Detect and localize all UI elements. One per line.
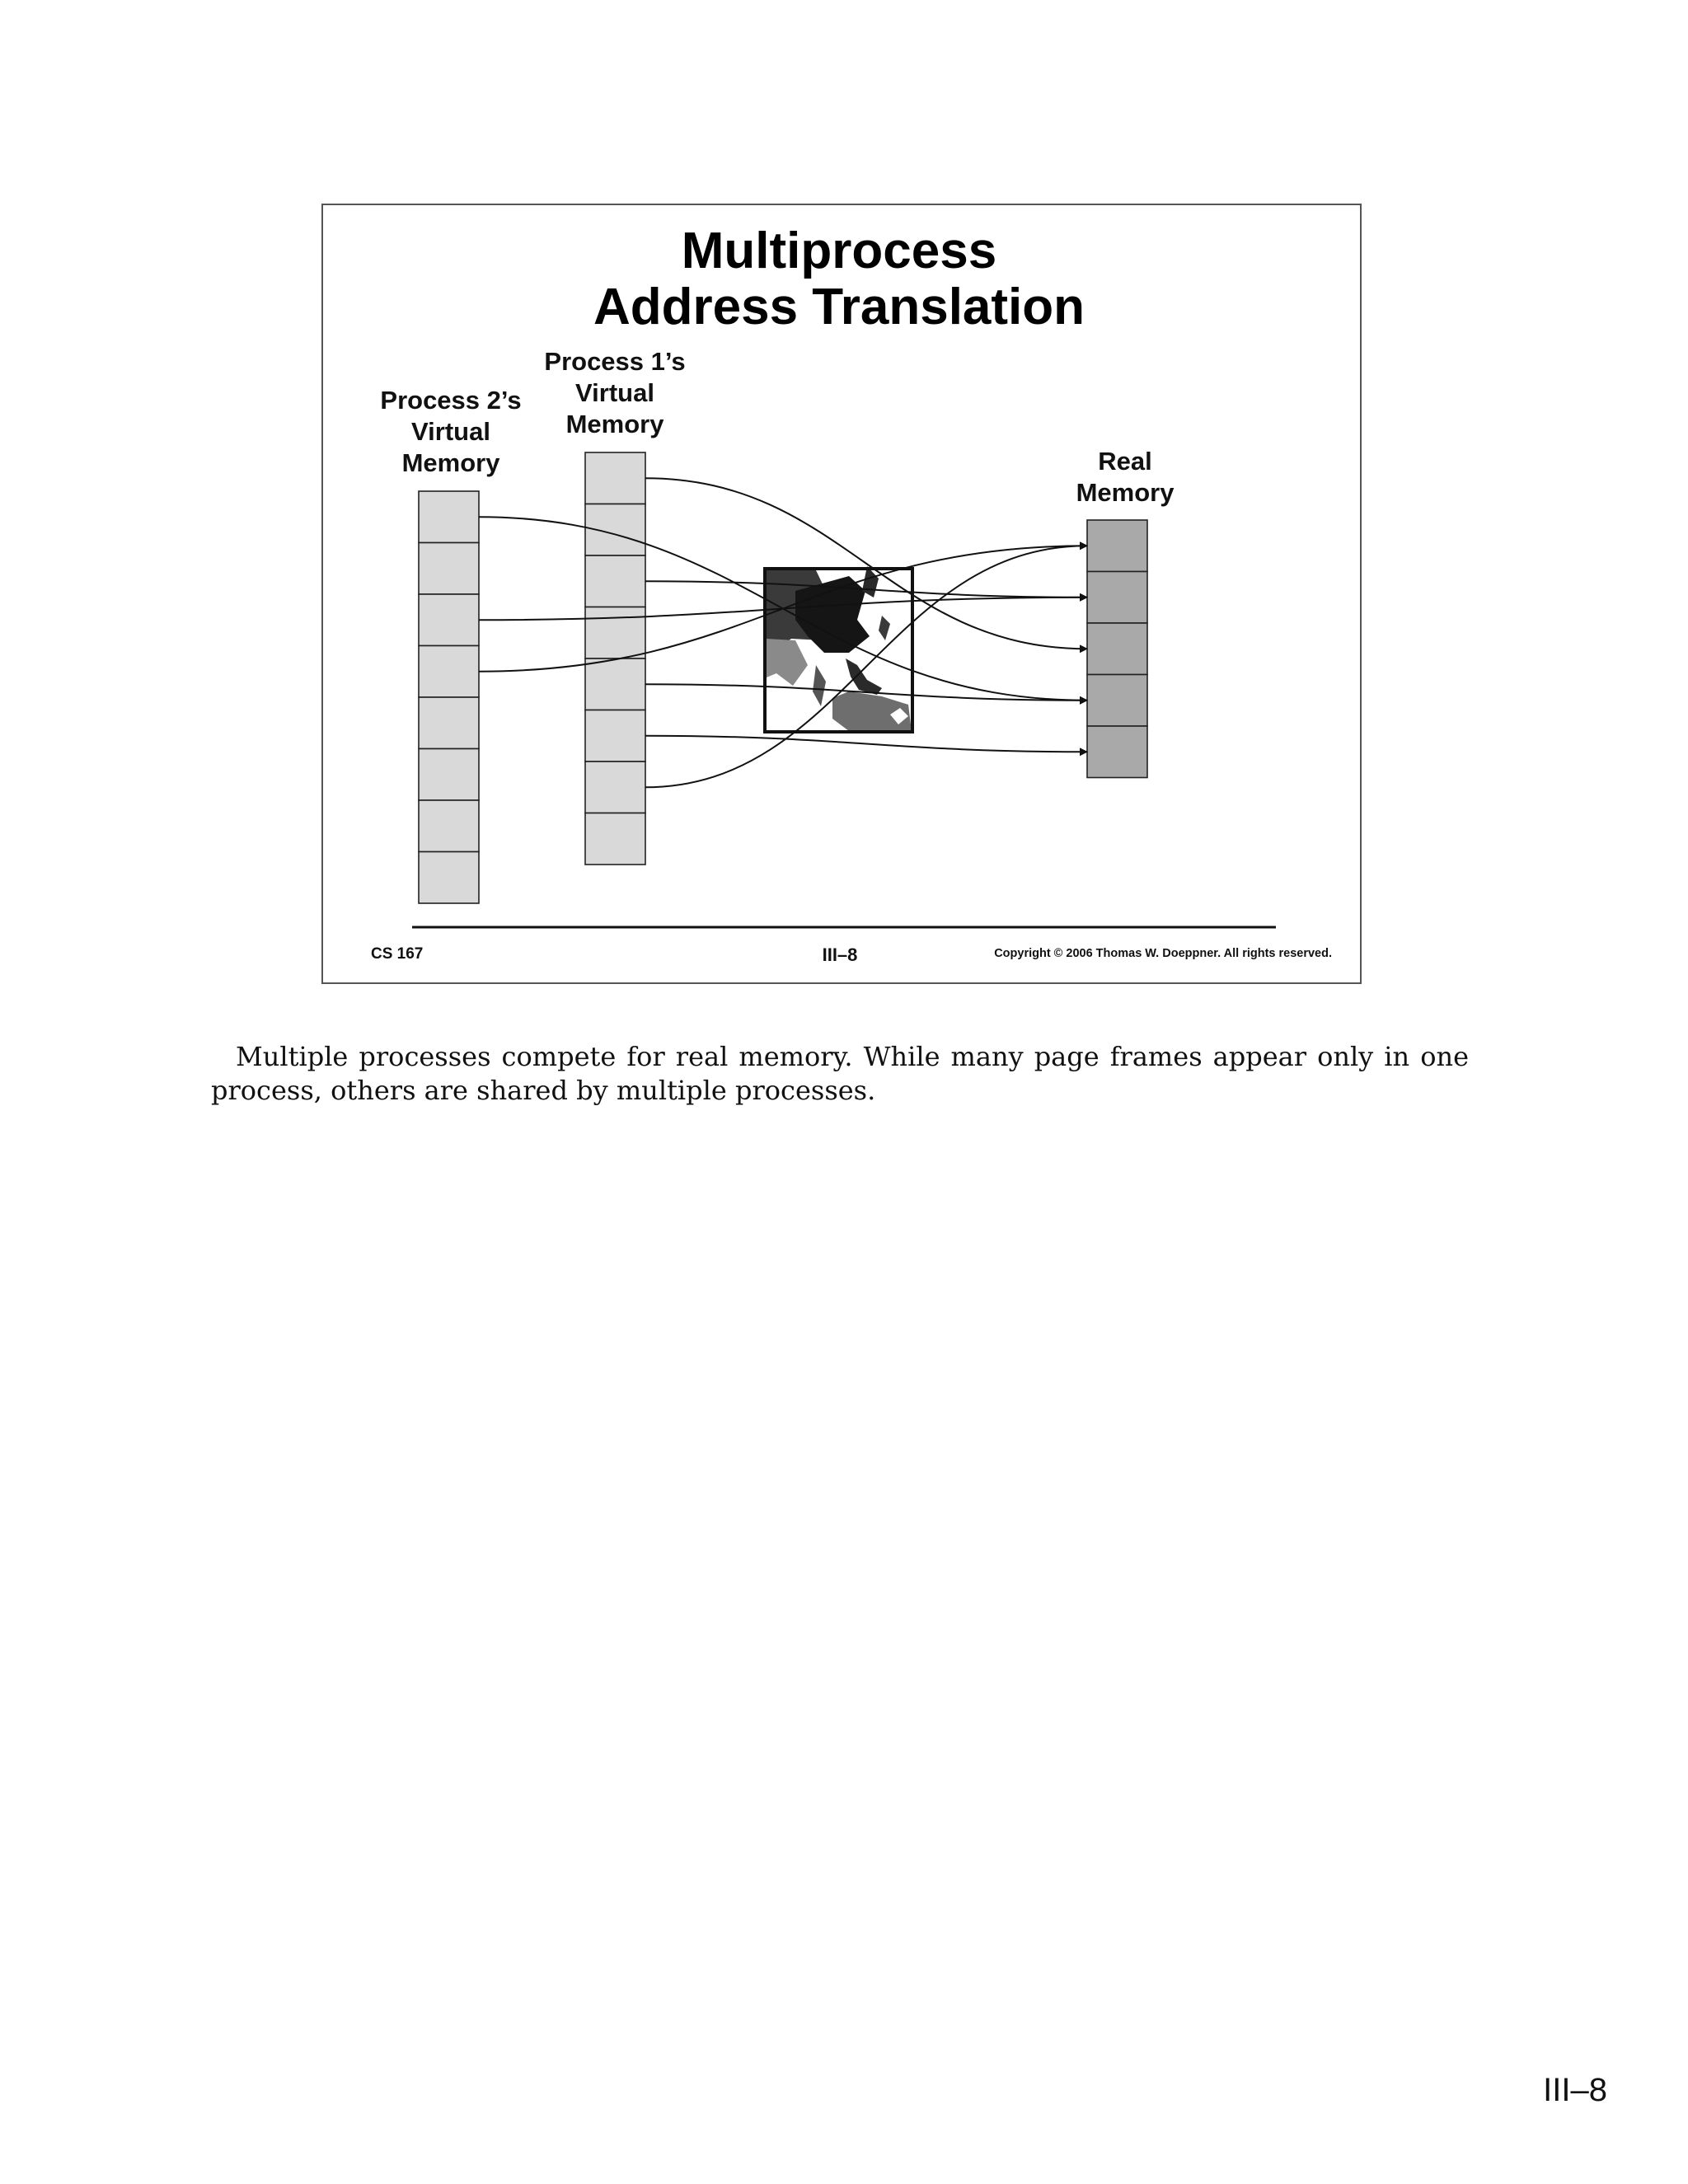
slide-title-line-2: Address Translation [593, 279, 1085, 335]
process2-label [380, 386, 521, 477]
page-number: III–8 [1543, 2072, 1607, 2108]
real-memory-label-line-1: Real [1098, 447, 1152, 476]
real-memory-label [1076, 447, 1175, 507]
process1-page-4 [585, 658, 645, 710]
process1-page-3 [585, 607, 645, 659]
footer-course: CS 167 [371, 945, 424, 963]
process1-page-2 [585, 555, 645, 607]
process2-label-line-1: Process 2’s [380, 386, 522, 415]
footer-copyright: Copyright © 2006 Thomas W. Doeppner. All rights reserved. [994, 947, 1332, 960]
caption-paragraph: Multiple processes compete for real memory. While many page frames appear only in one process, others are shared by multiple processes. [211, 1041, 1469, 1106]
process2-page-1 [419, 543, 479, 595]
process1-page-5 [585, 710, 645, 762]
process2-label-line-3: Memory [401, 448, 500, 477]
real-memory-label-line-2: Memory [1076, 478, 1175, 507]
real-frame-1 [1087, 572, 1147, 624]
process1-label [544, 347, 685, 438]
real-frame-2 [1087, 623, 1147, 675]
process2-page-3 [419, 646, 479, 698]
real-memory [1087, 520, 1147, 778]
process2-label-line-2: Virtual [411, 417, 490, 446]
process2-page-2 [419, 594, 479, 646]
process1-label-line-3: Memory [565, 410, 664, 438]
process1-page-0 [585, 452, 645, 504]
process1-label-line-1: Process 1’s [544, 347, 686, 376]
process2-page-5 [419, 749, 479, 801]
process1-virtual-memory [585, 452, 645, 865]
slide-diagram [321, 204, 1362, 984]
process2-page-6 [419, 800, 479, 852]
real-frame-3 [1087, 675, 1147, 727]
process1-page-7 [585, 813, 645, 865]
process1-page-6 [585, 762, 645, 813]
footer-slide-number: III–8 [822, 944, 858, 965]
process2-page-7 [419, 852, 479, 904]
process2-virtual-memory [419, 491, 479, 903]
slide-title-line-1: Multiprocess [681, 223, 997, 279]
process1-label-line-2: Virtual [575, 378, 654, 407]
real-frame-4 [1087, 726, 1147, 778]
mapping-arrow-p1-page5-frame4 [645, 736, 1087, 752]
process2-page-0 [419, 491, 479, 543]
process2-page-4 [419, 697, 479, 749]
real-frame-0 [1087, 520, 1147, 572]
